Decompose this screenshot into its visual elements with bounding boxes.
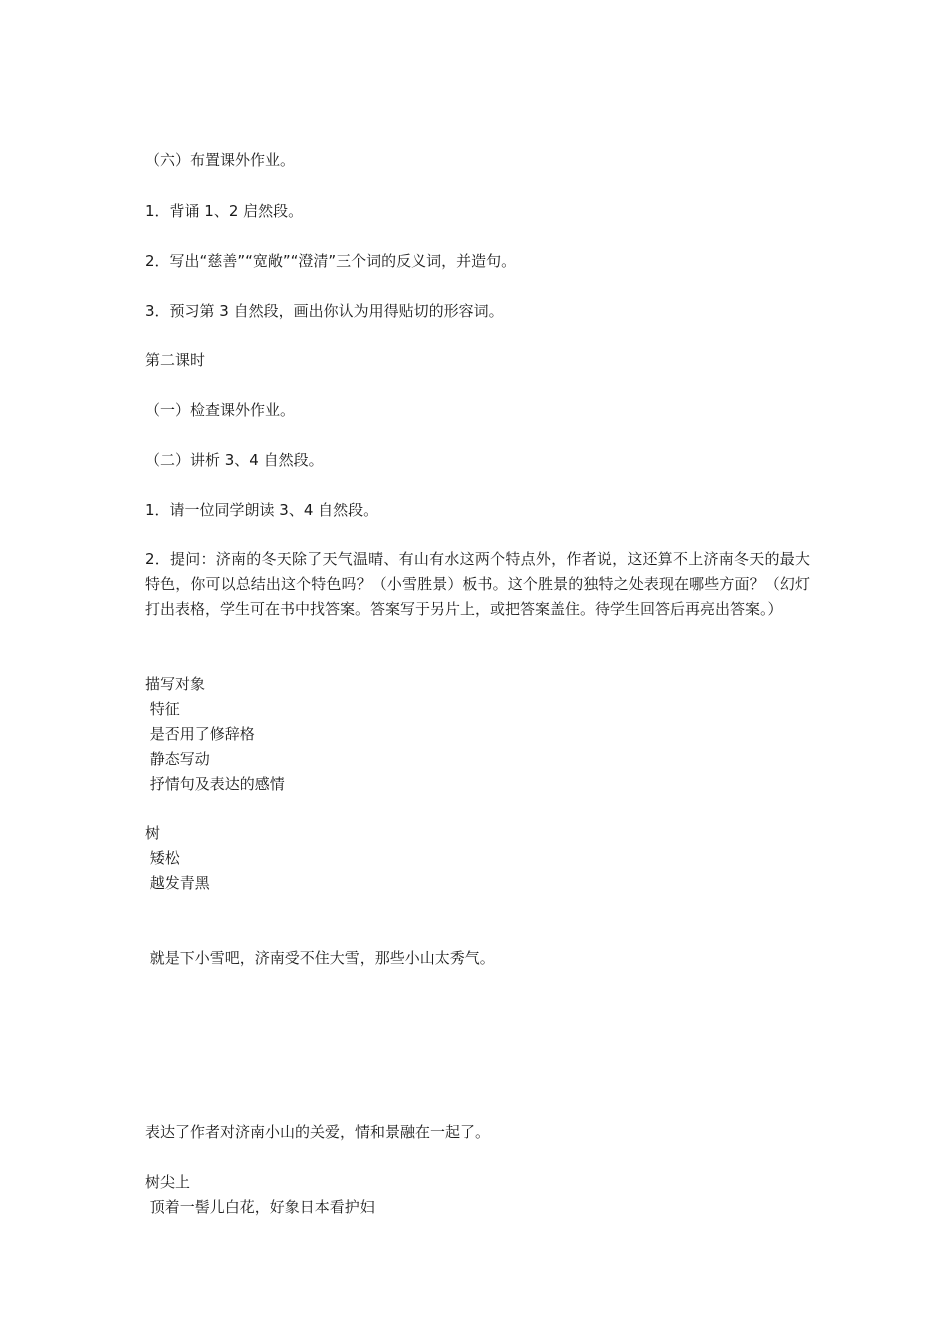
emotion-sentence — [145, 1120, 810, 1145]
homework-item-1-text: 1．背诵 1、2 启然段。 — [145, 202, 304, 220]
row-treetop-feature: 顶着一髻儿白花，好象日本看护妇 — [145, 1198, 375, 1216]
check-homework-text: （一）检查课外作业。 — [145, 401, 296, 419]
homework-item-2-text: 2．写出“慈善”“宽敞”“澄清”三个词的反义词，并造句。 — [145, 252, 517, 270]
table-header-emotion: 抒情句及表达的感情 — [145, 775, 285, 793]
row-tree-item: 矮松 — [145, 849, 180, 867]
snow-sentence — [145, 946, 810, 971]
table-header-static-dynamic: 静态写动 — [145, 750, 210, 768]
homework-item-1 — [145, 199, 810, 224]
table-row-treetop — [145, 1170, 810, 1220]
lesson-two-heading-text: 第二课时 — [145, 351, 206, 369]
question-paragraph: 2．提问：济南的冬天除了天气温晴、有山有水这两个特点外，作者说，这还算不上济南冬天的最大特色，你可以总结出这个特色吗？（小雪胜景）板书。这个胜景的独特之处表现在哪些方面？（幻灯打出表格，学生可在书中找答案。答案写于另片上，或把答案盖住。待学生回答后再亮出答案。） — [145, 550, 810, 618]
homework-item-2 — [145, 249, 810, 274]
emotion-sentence-text: 表达了作者对济南小山的关爱，情和景融在一起了。 — [145, 1123, 491, 1141]
assignment-heading-text: （六）布置课外作业。 — [145, 151, 296, 169]
table-header-rhetoric: 是否用了修辞格 — [145, 725, 255, 743]
lesson-two-heading — [145, 348, 810, 373]
snow-sentence-text: 就是下小雪吧，济南受不住大雪，那些小山太秀气。 — [145, 949, 495, 967]
table-row-tree — [145, 821, 810, 896]
read-aloud-item — [145, 498, 810, 523]
homework-item-3 — [145, 299, 810, 324]
row-tree-feature: 越发青黑 — [145, 874, 210, 892]
read-aloud-text: 1．请一位同学朗读 3、4 自然段。 — [145, 501, 379, 519]
table-header-object: 描写对象 — [145, 675, 206, 693]
homework-item-3-text: 3．预习第 3 自然段，画出你认为用得贴切的形容词。 — [145, 302, 504, 320]
analysis-heading-text: （二）讲析 3、4 自然段。 — [145, 451, 324, 469]
check-homework-heading — [145, 398, 810, 423]
row-tree-object: 树 — [145, 824, 161, 842]
analysis-heading — [145, 448, 810, 473]
assignment-heading — [145, 148, 810, 173]
table-header-feature: 特征 — [145, 700, 180, 718]
row-treetop-object: 树尖上 — [145, 1173, 191, 1191]
table-header-list — [145, 672, 810, 797]
